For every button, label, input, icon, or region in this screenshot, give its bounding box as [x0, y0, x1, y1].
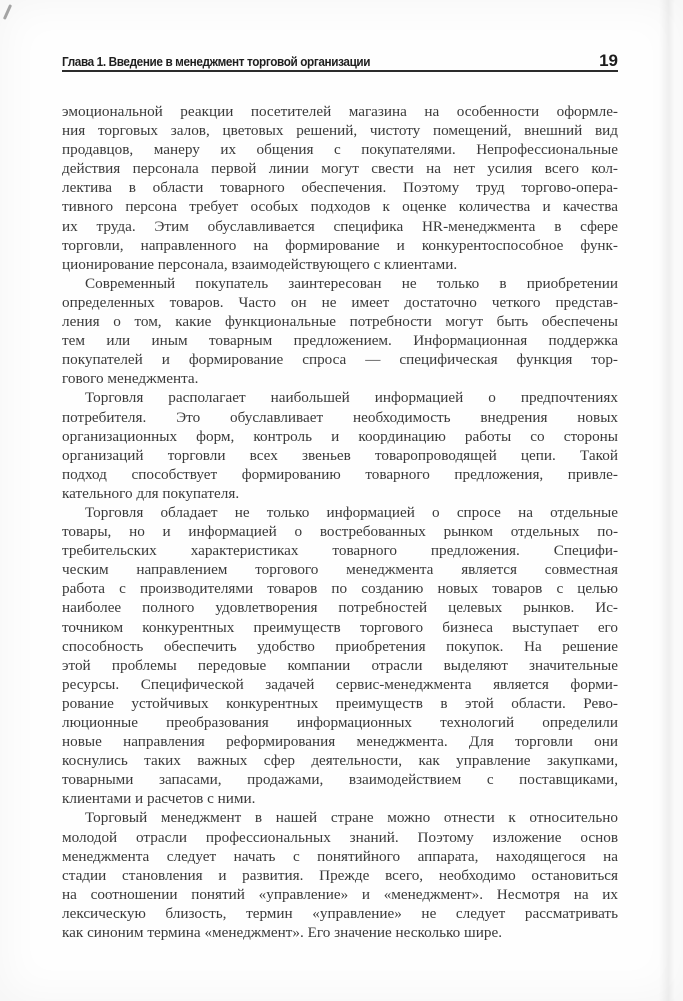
text-line: потребителя. Это обуславливает необходимость внедрения новых — [62, 408, 618, 426]
text-line: действия персонала первой линии могут свести на нет усилия всего кол- — [62, 160, 618, 178]
text-line: требительских характеристиках товарного предложения. Специфи- — [62, 542, 618, 560]
text-line: ления о том, какие функциональные потребности могут быть обеспечены — [62, 313, 618, 331]
scan-artifact — [3, 4, 12, 20]
text-line: точником конкурентных преимуществ торгового бизнеса выступает его — [62, 618, 618, 636]
text-line: люционные преобразования информационных технологий определили — [62, 714, 618, 731]
paragraph — [62, 388, 618, 503]
text-line: эмоциональной реакции посетителей магазина на особенности оформле- — [62, 103, 618, 120]
text-line: Торговля располагает наибольшей информацией о предпочтениях — [85, 389, 618, 407]
text-line: тивного персона требует особых подходов к оценке количества и качества — [62, 198, 618, 216]
text-line: ресурсы. Специфической задачей сервис-менеджмента является форми- — [62, 675, 618, 693]
text-line: молодой отрасли профессиональных знаний. Поэтому изложение основ — [62, 828, 618, 846]
text-line: стадии становления и развития. Прежде всего, необходимо остановиться — [62, 866, 618, 884]
text-line: ния торговых залов, цветовых решений, чистоту помещений, внешний вид — [62, 122, 618, 140]
text-line: ческим направлением торгового менеджмента является совместная — [62, 561, 618, 579]
text-line: Торговля обладает не только информацией о спросе на отдельные — [85, 503, 618, 521]
running-head — [62, 51, 618, 71]
text-line: подход способствует формированию товарного предложения, привле- — [62, 465, 618, 483]
text-line: Современный покупатель заинтересован не только в приобретении — [85, 274, 618, 292]
body-text — [62, 102, 618, 942]
text-line: торговли, направленного на формирование и конкурентоспособное функ- — [62, 236, 618, 254]
text-line: товарными запасами, продажами, взаимодействием с поставщиками, — [62, 771, 618, 789]
text-line: наиболее полного удовлетворения потребностей целевых рынков. Ис- — [62, 599, 618, 617]
text-line: как синоним термина «менеджмент». Его значение несколько шире. — [62, 924, 502, 942]
text-line: ционирование персонала, взаимодействующего с клиентами. — [62, 255, 458, 273]
text-line: гового менеджмента. — [62, 370, 199, 388]
chapter-title: Глава 1. Введение в менеджмент торговой организации — [62, 55, 371, 69]
text-line: их труда. Этим обуславливается специфика HR-менеджмента в сфере — [62, 217, 618, 235]
text-line: работа с производителями товаров по созданию новых товаров с целью — [62, 580, 618, 598]
text-line: товары, но и информацией о востребованных рынком отдельных по- — [62, 523, 618, 541]
text-line: коснулись таких важных сфер деятельности, как управление закупками, — [62, 752, 618, 770]
paragraph — [62, 808, 618, 942]
text-line: покупателей и формирование спроса — специфическая функция тор- — [62, 351, 618, 369]
header-rule — [62, 70, 618, 72]
text-line: клиентами и расчетов с ними. — [62, 790, 256, 808]
text-line: лексическую близость, термин «управление» не следует рассматривать — [62, 904, 618, 922]
text-line: кательного для покупателя. — [62, 484, 240, 502]
text-line: тем или иным товарным предложением. Информационная поддержка — [62, 332, 618, 350]
text-line: менеджмента следует начать с понятийного аппарата, находящегося на — [62, 847, 618, 865]
text-line: способность обеспечить удобство приобретения покупок. На решение — [62, 637, 618, 655]
page-number: 19 — [599, 51, 618, 70]
paragraph — [62, 102, 618, 274]
text-line: продавцов, манеру их общения с покупателями. Непрофессиональные — [62, 141, 618, 159]
text-line: новые направления реформирования менеджмента. Для торговли они — [62, 733, 618, 751]
text-line: Торговый менеджмент в нашей стране можно отнести к относительно — [85, 809, 618, 827]
text-line: этой проблемы передовые компании отрасли выделяют значительные — [62, 656, 618, 674]
text-line: рование устойчивых конкурентных преимуществ в этой области. Рево- — [62, 694, 618, 712]
text-line: определенных товаров. Часто он не имеет достаточно четкого представ- — [62, 293, 618, 311]
text-line: организационных форм, контроль и координацию работы со стороны — [62, 427, 618, 445]
scan-artifact — [659, 0, 675, 1001]
paragraph — [62, 274, 618, 389]
paragraph — [62, 503, 618, 809]
text-line: на соотношении понятий «управление» и «менеджмент». Несмотря на их — [62, 885, 618, 903]
text-line: лектива в области товарного обеспечения. Поэтому труд торгово-опера- — [62, 179, 618, 197]
text-line: организаций торговли всех звеньев товаропроводящей цепи. Такой — [62, 446, 618, 464]
